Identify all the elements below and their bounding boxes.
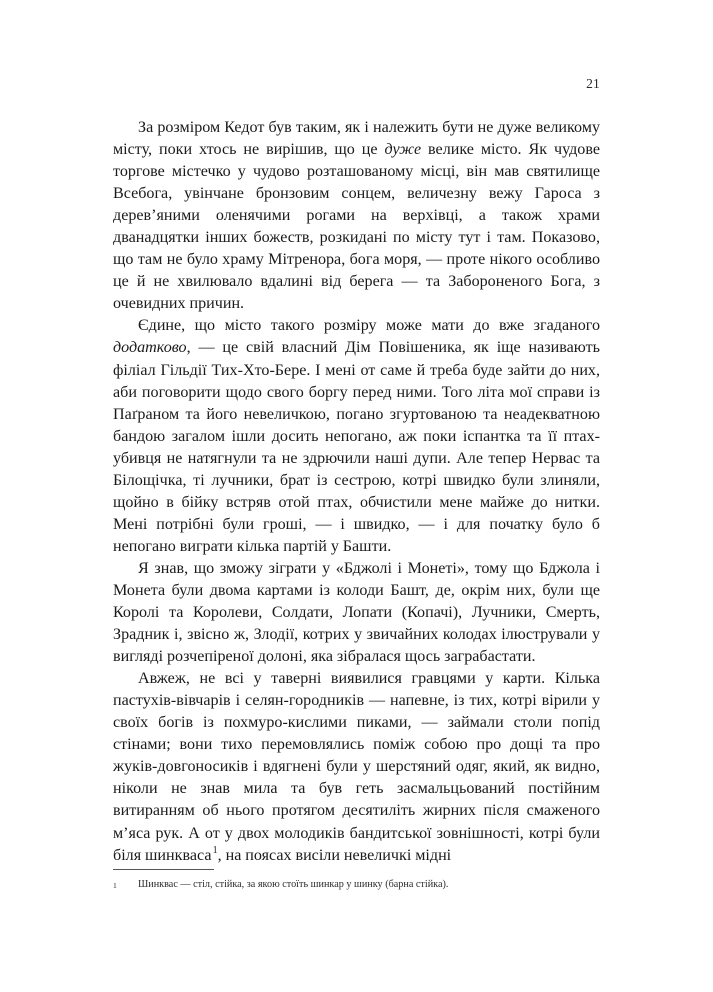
paragraph-2-run-3: , — це свій власний Дім Повішеника, як іще називають філіал Гільдії Тих-Хто-Бере. І мені от саме й треба буде зайти до них, аби поговорити щодо свого боргу перед ними. Того літа мої справи із Паґраном та його невеличкою, погано згуртованою та неадекватною бандою загалом ішли досить непогано, аж поки іспантка та її птах-убивця не натягнули та не здрючили наші дупи. Але тепер Нервас та Білощічка, ті лучники, брат із сестрою, котрі швидко були злиняли, щойно в бійку встряв отой птах, обчистили мене майже до нитки. Мені потрібні були гроші, — і швидко, — і для початку було б непогано виграти кілька партій у Башти. [113, 339, 600, 555]
paragraph-2 [113, 315, 600, 558]
footnote-reference-1[interactable]: 1 [212, 845, 218, 857]
footnote-item [113, 878, 600, 893]
paragraph-1-run-3: велике місто. Як чудове торгове містечко у чудово розташованому місці, він мав святилище Всебога, увінчане бронзовим сонцем, величезну вежу Гароса з дерев’яними оленячими рогами на верхівці, а також храми дванадцятки інших божеств, розкидані по місту тут і там. Показово, що там не було храму Мітренора, бога моря, — проте нікого особливо це й не хвилювало вдалині від берега — та Забороненого Бога, з очевидних причин. [113, 141, 600, 313]
paragraph-1 [113, 117, 600, 315]
paragraph-1-emphasis: дуже [384, 141, 422, 159]
paragraph-3 [113, 558, 600, 668]
text-block [113, 117, 600, 867]
paragraph-1-run-1: За розміром Кедот був таким, як і належить бути не дуже великому місту, поки хтось не вирішив, що це [113, 119, 600, 159]
footnote-separator-rule [113, 869, 214, 870]
footnote-area [113, 869, 600, 893]
page-number: 21 [586, 76, 600, 91]
paragraph-2-run-1: Єдине, що місто такого розміру може мати до вже згаданого [138, 317, 600, 335]
paragraph-2-emphasis: додатково [113, 339, 187, 357]
paragraph-3-run-1: Я знав, що зможу зіграти у «Бджолі і Монеті», тому що Бджола і Монета були двома картами із колоди Башт, де, окрім них, були ще Королі та Королеви, Солдати, Лопати (Копачі), Лучники, Смерть, Зрадник і, звісно ж, Злодії, котрих у звичайних колодах ілюстрували у вигляді розчепіреної долоні, яка зібралася щось заграбастати. [113, 559, 600, 666]
paragraph-4-run-1: Авжеж, не всі у таверні виявилися гравцями у карти. Кілька пастухів-вівчарів і селян-городників — напевне, із тих, котрі вірили у своїх богів із похмуро-кислими пиками, — займали столи попід стінами; вони тихо перемовлялись поміж собою про дощі та про жуків-довгоносиків і вдягнені були у шерстяний одяг, який, як видно, ніколи не знав мила та був геть засмальцьований постійним витиранням об нього протягом десятиліть жирних після смаженого м’яса рук. А от у двох молодиків бандитської зовнішності, котрі були біля шинкваса [113, 670, 600, 864]
footnote-text: Шинквас — стіл, стійка, за якою стоїть шинкар у шинку (барна стійка). [138, 879, 449, 890]
paragraph-4-run-3: , на поясах висіли невеличкі мідні [217, 846, 452, 864]
paragraph-4 [113, 668, 600, 866]
footnote-marker: 1 [113, 880, 117, 890]
